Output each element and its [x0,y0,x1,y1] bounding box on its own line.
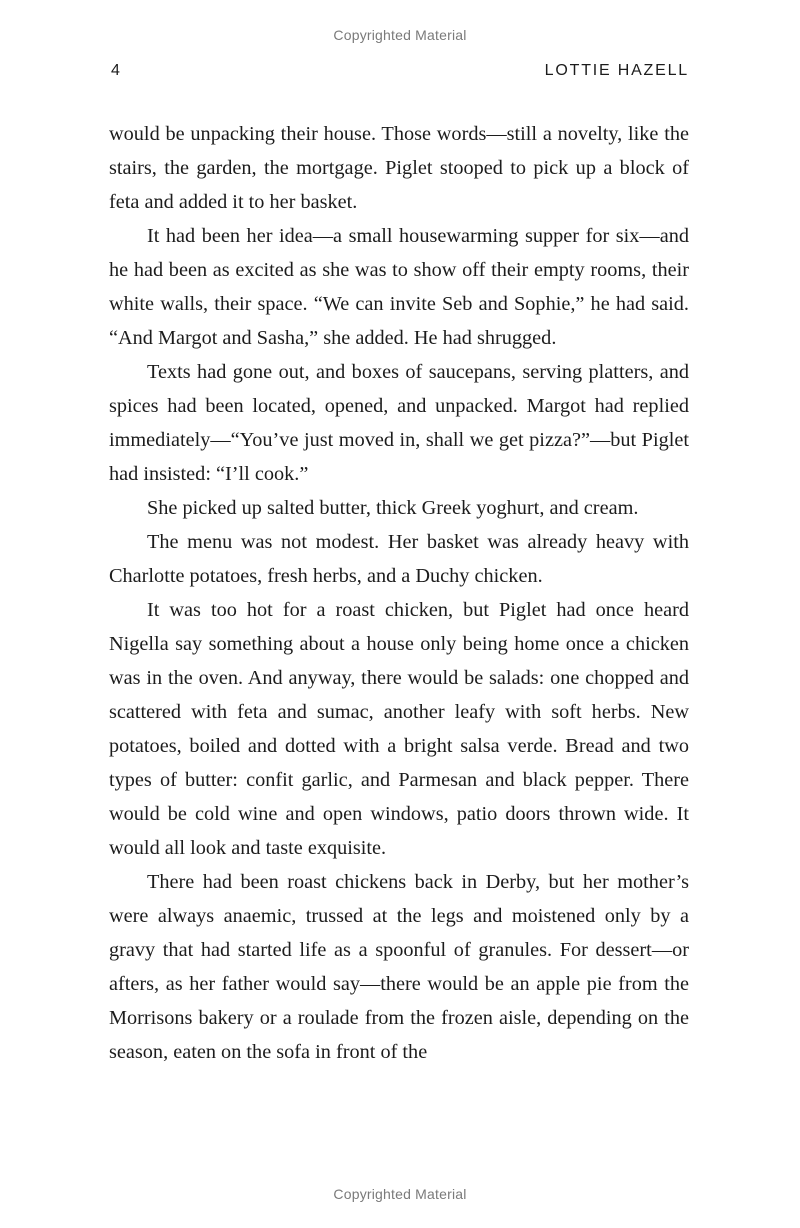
running-head [109,62,689,84]
copyright-watermark-bottom: Copyrighted Material [333,1186,467,1202]
paragraph-1: would be unpacking their house. Those words—still a novelty, like the stairs, the garden, the mortgage. Piglet stooped to pick up a block of feta and added it to her basket. [109,123,689,213]
paragraph-6: It was too hot for a roast chicken, but Piglet had once heard Nigella say something about a house only being home once a chicken was in the oven. And anyway, there would be salads: one chopped and scattered with feta and sumac, another leafy with soft herbs. New potatoes, boiled and dotted with a bright salsa verde. Bread and two types of butter: confit garlic, and Parmesan and black pepper. There would be cold wine and open windows, patio doors thrown wide. It would all look and taste exquisite. [109,599,689,859]
author-name: LOTTIE HAZELL [544,62,689,79]
paragraph-2: It had been her idea—a small housewarming supper for six—and he had been as excited as she was to show off their empty rooms, their white walls, their space. “We can invite Seb and Sophie,” he had said. “And Margot and Sasha,” she added. He had shrugged. [109,225,689,349]
paragraph-3: Texts had gone out, and boxes of saucepans, serving platters, and spices had been located, opened, and unpacked. Margot had replied immediately—“You’ve just moved in, shall we get pizza?”—but Piglet had insisted: “I’ll cook.” [109,361,689,485]
page-number: 4 [111,62,120,79]
paragraph-7: There had been roast chickens back in Derby, but her mother’s were always anaemic, trussed at the legs and moistened only by a gravy that had started life as a spoonful of granules. For dessert—or afters, as her father would say—there would be an apple pie from the Morrisons bakery or a roulade from the frozen aisle, depending on the season, eaten on the sofa in front of the [109,871,689,1063]
body-text [109,117,689,1069]
paragraph-4: She picked up salted butter, thick Greek yoghurt, and cream. [147,497,639,519]
copyright-watermark-top: Copyrighted Material [333,27,467,43]
paragraph-5: The menu was not modest. Her basket was already heavy with Charlotte potatoes, fresh herbs, and a Duchy chicken. [109,531,689,587]
